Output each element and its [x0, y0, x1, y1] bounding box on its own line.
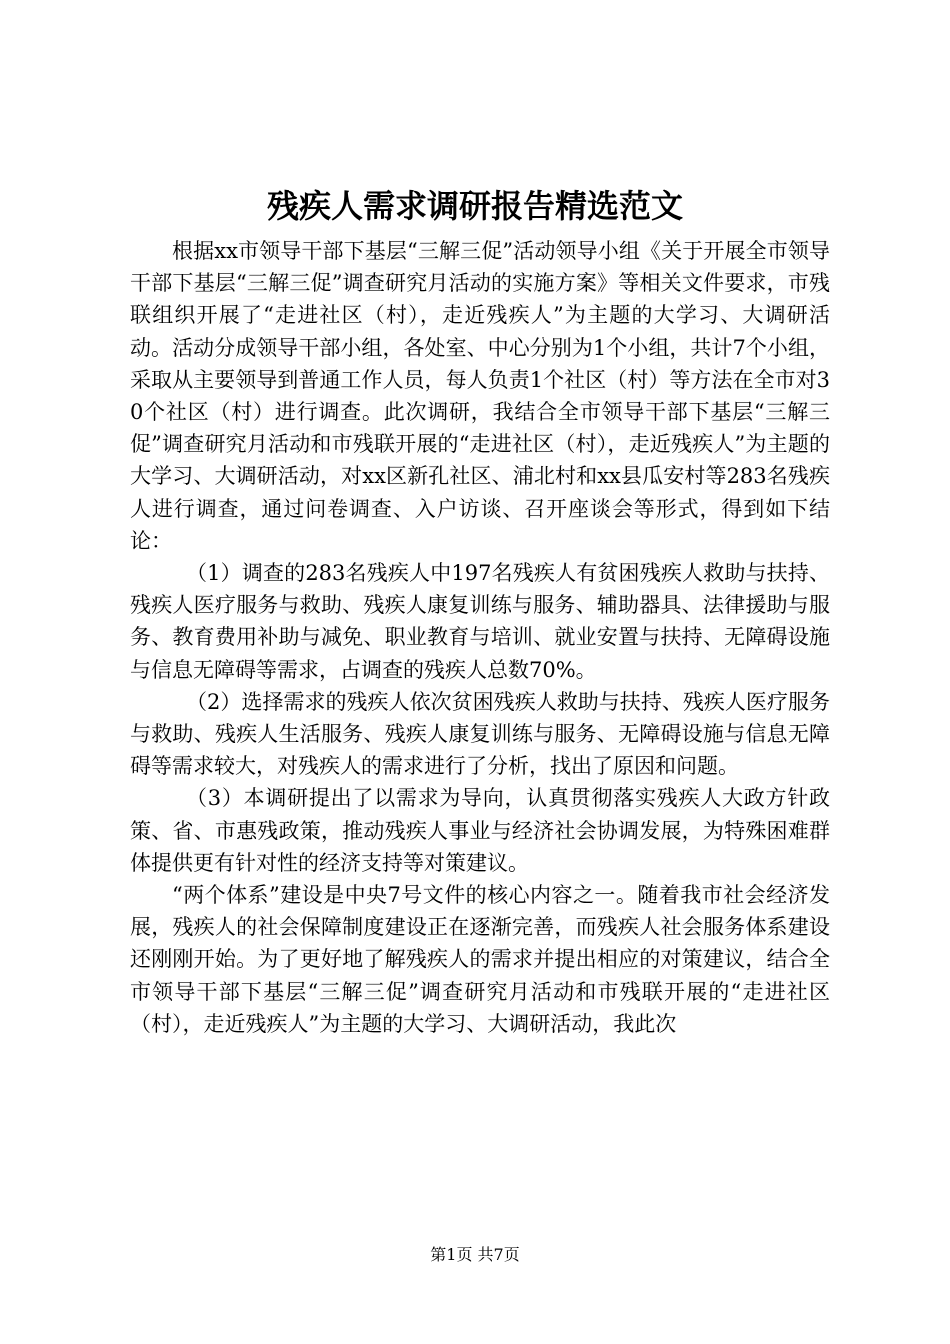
paragraph-finding-1: （1）调查的283名残疾人中197名残疾人有贫困残疾人救助与扶持、残疾人医疗服务与救助、残疾人康复训练与服务、辅助器具、法律援助与服务、教育费用补助与减免、职业教育与培训、就业安置与扶持、无障碍设施与信息无障碍等需求，占调查的残疾人总数70%。 [130, 561, 830, 682]
document-title: 残疾人需求调研报告精选范文 [266, 187, 683, 225]
paragraph-intro: 根据xx市领导干部下基层“三解三促”活动领导小组《关于开展全市领导干部下基层“三解三促”调查研究月活动的实施方案》等相关文件要求，市残联组织开展了“走进社区（村），走近残疾人”为主题的大学习、大调研活动。活动分成领导干部小组，各处室、中心分别为1个小组，共计7个小组，采取从主要领导到普通工作人员，每人负责1个社区（村）等方法在全市对30个社区（村）进行调查。此次调研，我结合全市领导干部下基层“三解三促”调查研究月活动和市残联开展的“走进社区（村），走近残疾人”为主题的大学习、大调研活动，对xx区新孔社区、浦北村和xx县瓜安村等283名残疾人进行调查，通过问卷调查、入户访谈、召开座谈会等形式，得到如下结论： [130, 239, 830, 553]
paragraph-finding-2: （2）选择需求的残疾人依次贫困残疾人救助与扶持、残疾人医疗服务与救助、残疾人生活服务、残疾人康复训练与服务、无障碍设施与信息无障碍等需求较大，对残疾人的需求进行了分析，找出了原因和问题。 [130, 689, 830, 779]
paragraph-finding-3: （3）本调研提出了以需求为导向，认真贯彻落实残疾人大政方针政策、省、市惠残政策，推动残疾人事业与经济社会协调发展，为特殊困难群体提供更有针对性的经济支持等对策建议。 [130, 786, 830, 875]
page-footer: 第1页 共7页 [430, 1245, 520, 1264]
document-body [130, 235, 830, 1040]
paragraph-two-systems: “两个体系”建设是中央7号文件的核心内容之一。随着我市社会经济发展，残疾人的社会保障制度建设正在逐渐完善，而残疾人社会服务体系建设还刚刚开始。为了更好地了解残疾人的需求并提出相应的对策建议，结合全市领导干部下基层“三解三促”调查研究月活动和市残联开展的“走进社区（村），走近残疾人”为主题的大学习、大调研活动，我此次 [130, 883, 830, 1036]
